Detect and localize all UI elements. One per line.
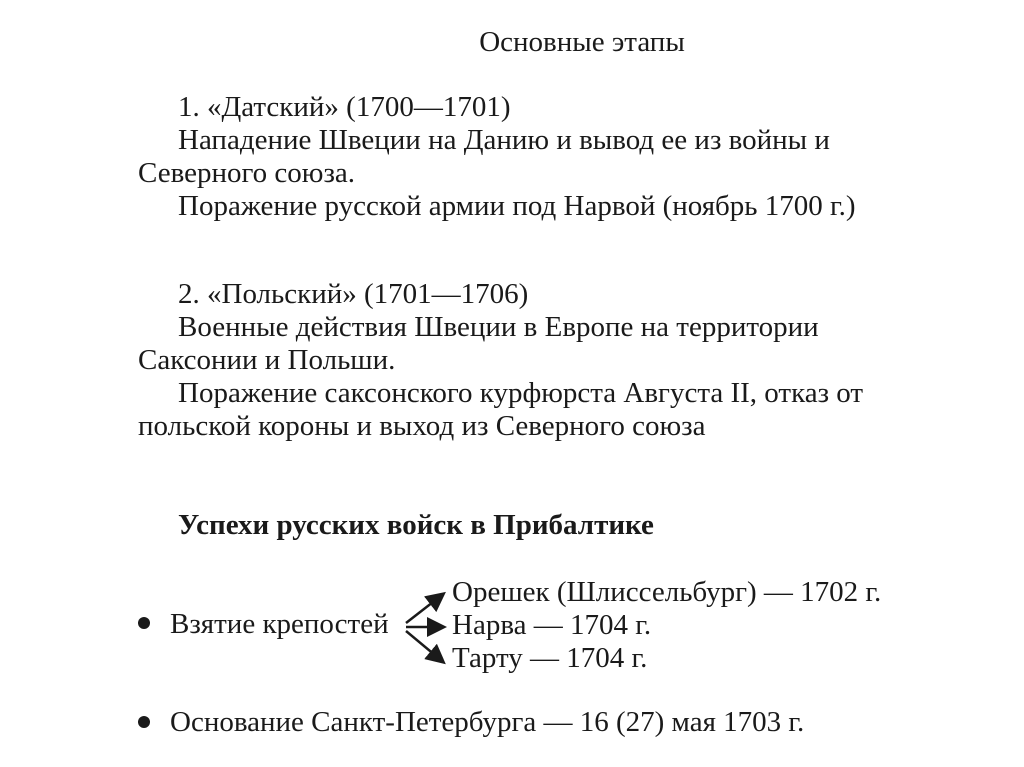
stage-2-line-4: польской короны и выход из Северного союза (138, 410, 706, 442)
fortress-tartu: Тарту — 1704 г. (452, 642, 648, 674)
fortress-oreshek: Орешек (Шлиссельбург) — 1702 г. (452, 576, 882, 608)
stage-2-line-1: Военные действия Швеции в Европе на территории (178, 311, 819, 343)
bullet-icon (138, 617, 150, 629)
stage-1-line-3: Поражение русской армии под Нарвой (ноябрь 1700 г.) (178, 190, 856, 222)
stage-2-line-2: Саксонии и Польши. (138, 344, 396, 376)
spb-founding: Основание Санкт-Петербурга — 16 (27) мая 1703 г. (170, 706, 805, 738)
branch-arrows-icon (400, 585, 450, 675)
stage-2-line-3: Поражение саксонского курфюрста Августа II, отказ от (178, 377, 864, 409)
stage-2-heading: 2. «Польский» (1701—1706) (178, 278, 529, 310)
fortress-narva: Нарва — 1704 г. (452, 609, 652, 641)
successes-heading: Успехи русских войск в Прибалтике (178, 509, 654, 541)
page-title: Основные этапы (479, 26, 685, 58)
stage-1-line-1: Нападение Швеции на Данию и вывод ее из войны и (178, 124, 830, 156)
stage-1-heading: 1. «Датский» (1700—1701) (178, 91, 511, 123)
fortresses-label: Взятие крепостей (170, 608, 389, 640)
bullet-icon (138, 716, 150, 728)
stage-1-line-2: Северного союза. (138, 157, 356, 189)
